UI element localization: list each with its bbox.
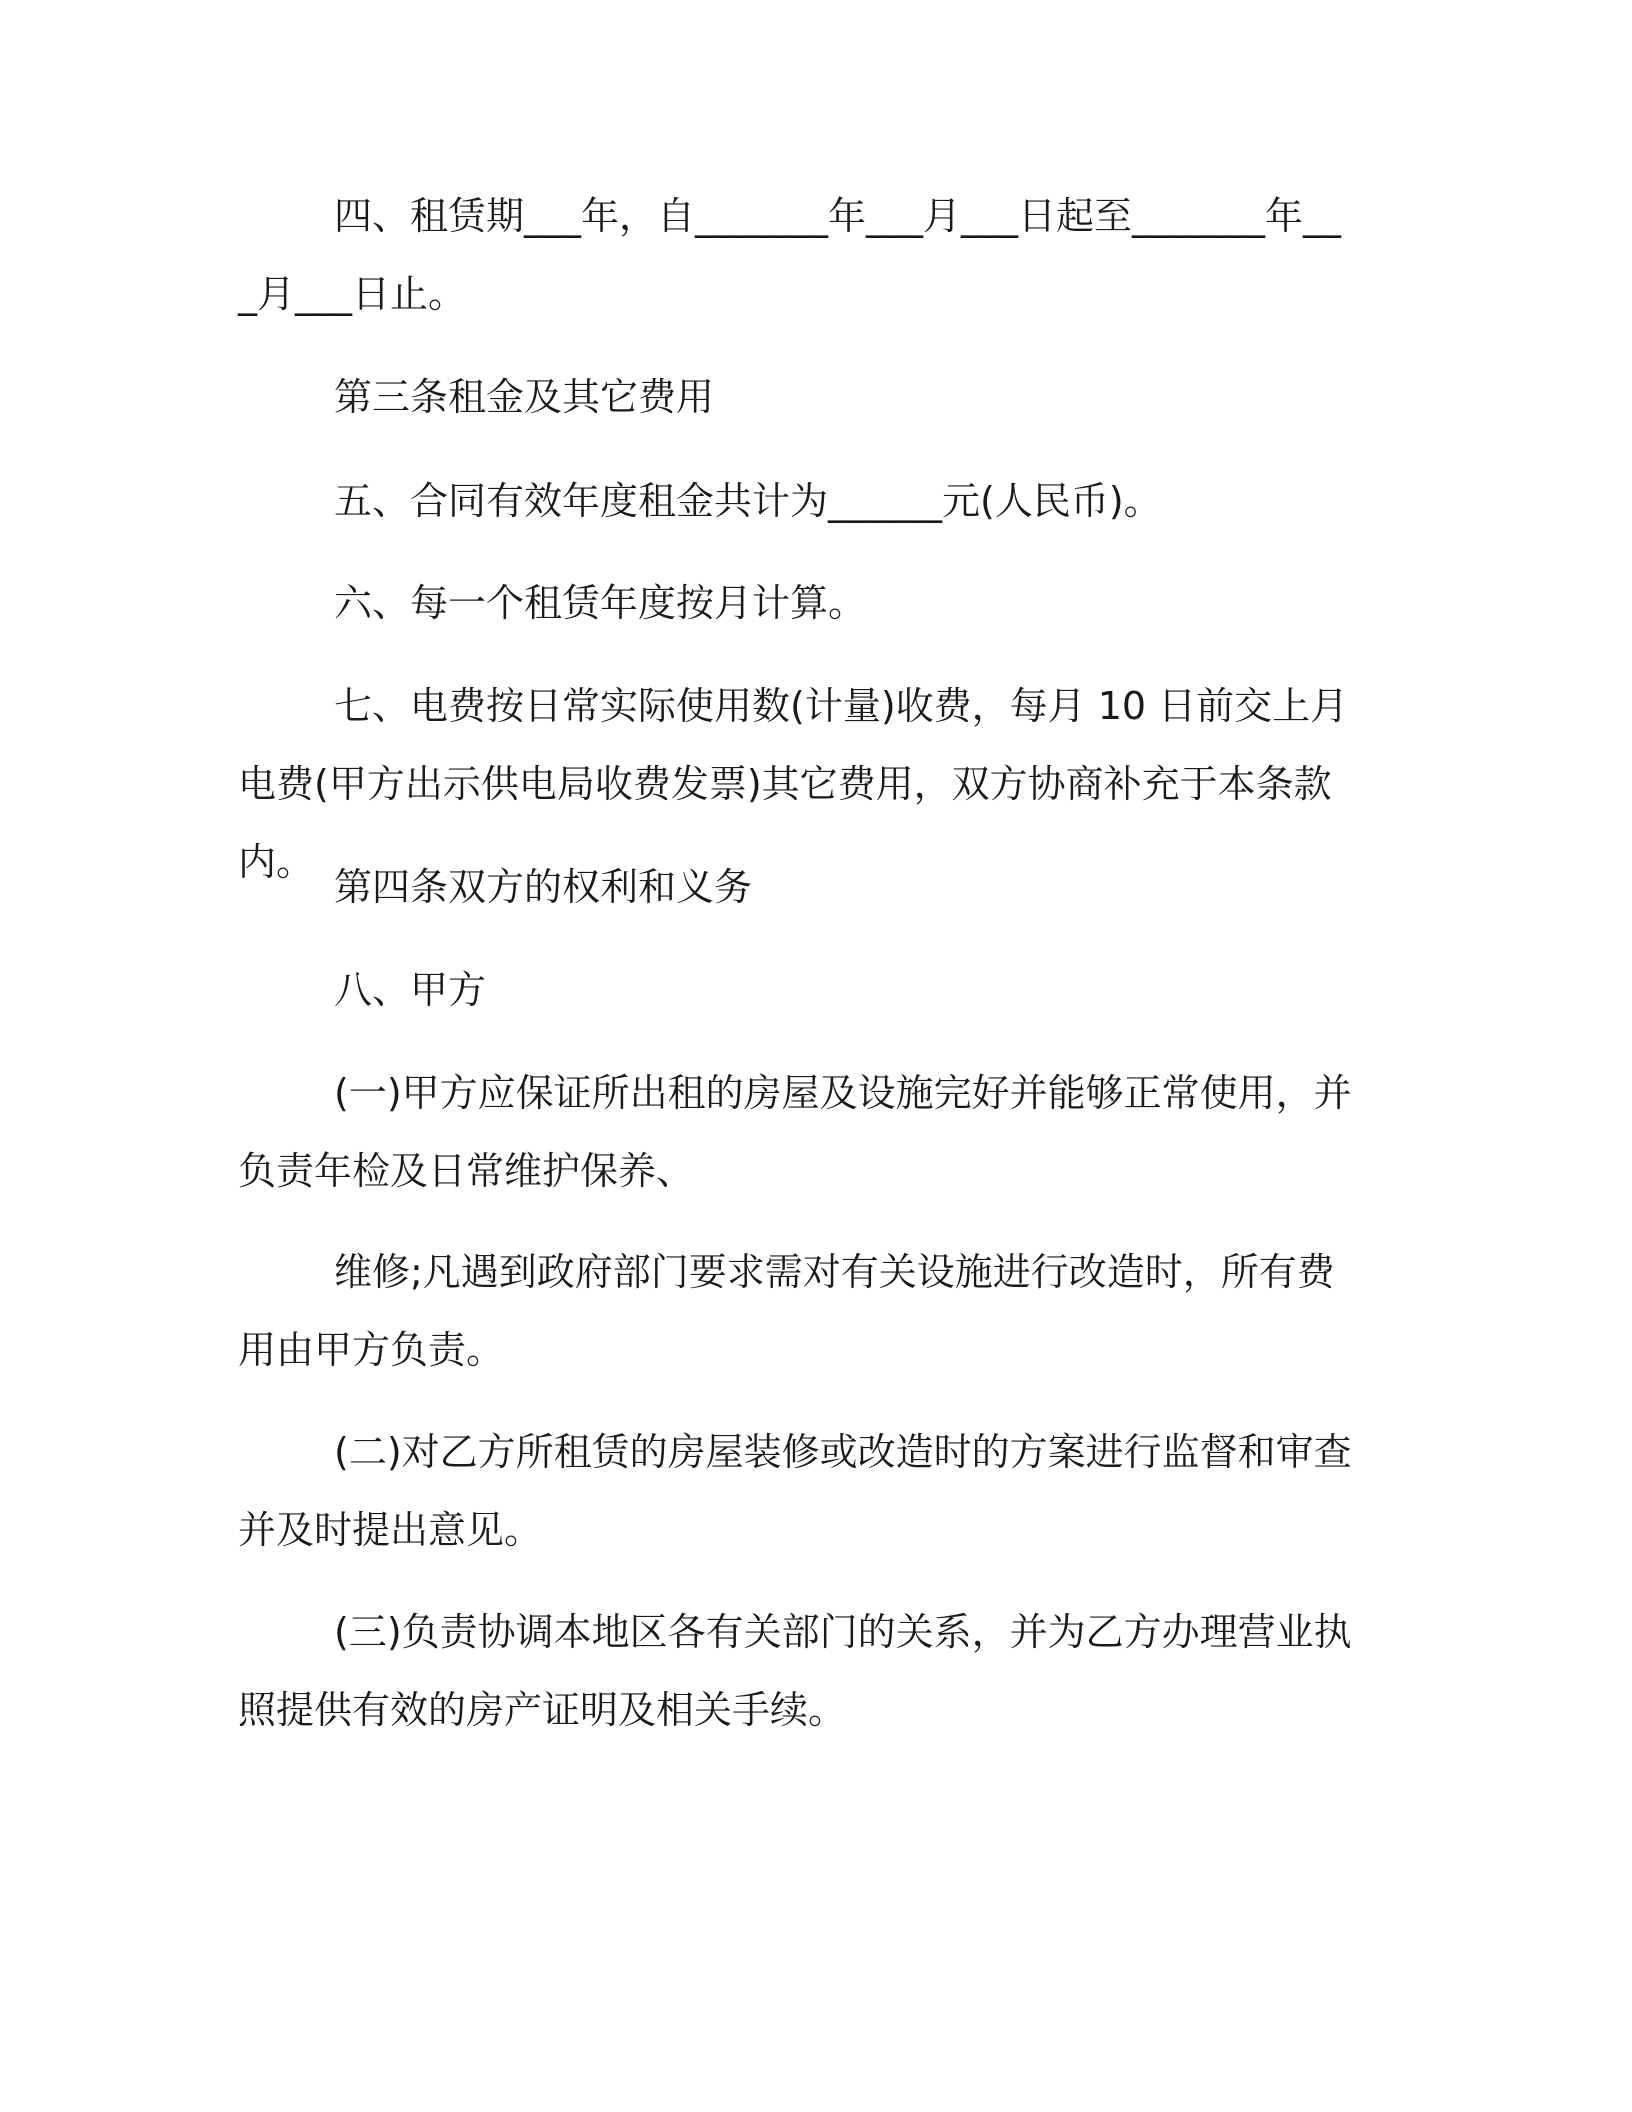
- clause-eight-item-three: (三)负责协调本地区各有关部门的关系，并为乙方办理营业执照提供有效的房产证明及相关手续。: [238, 1610, 1352, 1732]
- article-three-heading: 第三条租金及其它费用: [334, 375, 715, 419]
- clause-six-monthly: 六、每一个租赁年度按月计算。: [334, 581, 867, 625]
- clause-seven-electricity: 七、电费按日常实际使用数(计量)收费，每月 10 日前交上月电费(甲方出示供电局收费发票)其它费用，双方协商补充于本条款内。: [238, 684, 1349, 884]
- clause-five-rent-total: 五、合同有效年度租金共计为______元(人民币)。: [334, 479, 1162, 523]
- clause-eight-item-one: (一)甲方应保证所出租的房屋及设施完好并能够正常使用，并负责年检及日常维护保养、: [238, 1071, 1352, 1193]
- clause-four-lease-term: 四、租赁期___年，自_______年___月___日起至_______年___月___日止。: [238, 194, 1342, 316]
- article-four-heading: 第四条双方的权利和义务: [334, 865, 753, 909]
- clause-eight-item-one-cont: 维修;凡遇到政府部门要求需对有关设施进行改造时，所有费用由甲方负责。: [238, 1250, 1335, 1372]
- clause-eight-party-a: 八、甲方: [334, 968, 487, 1012]
- clause-eight-item-two: (二)对乙方所租赁的房屋装修或改造时的方案进行监督和审查并及时提出意见。: [238, 1430, 1352, 1552]
